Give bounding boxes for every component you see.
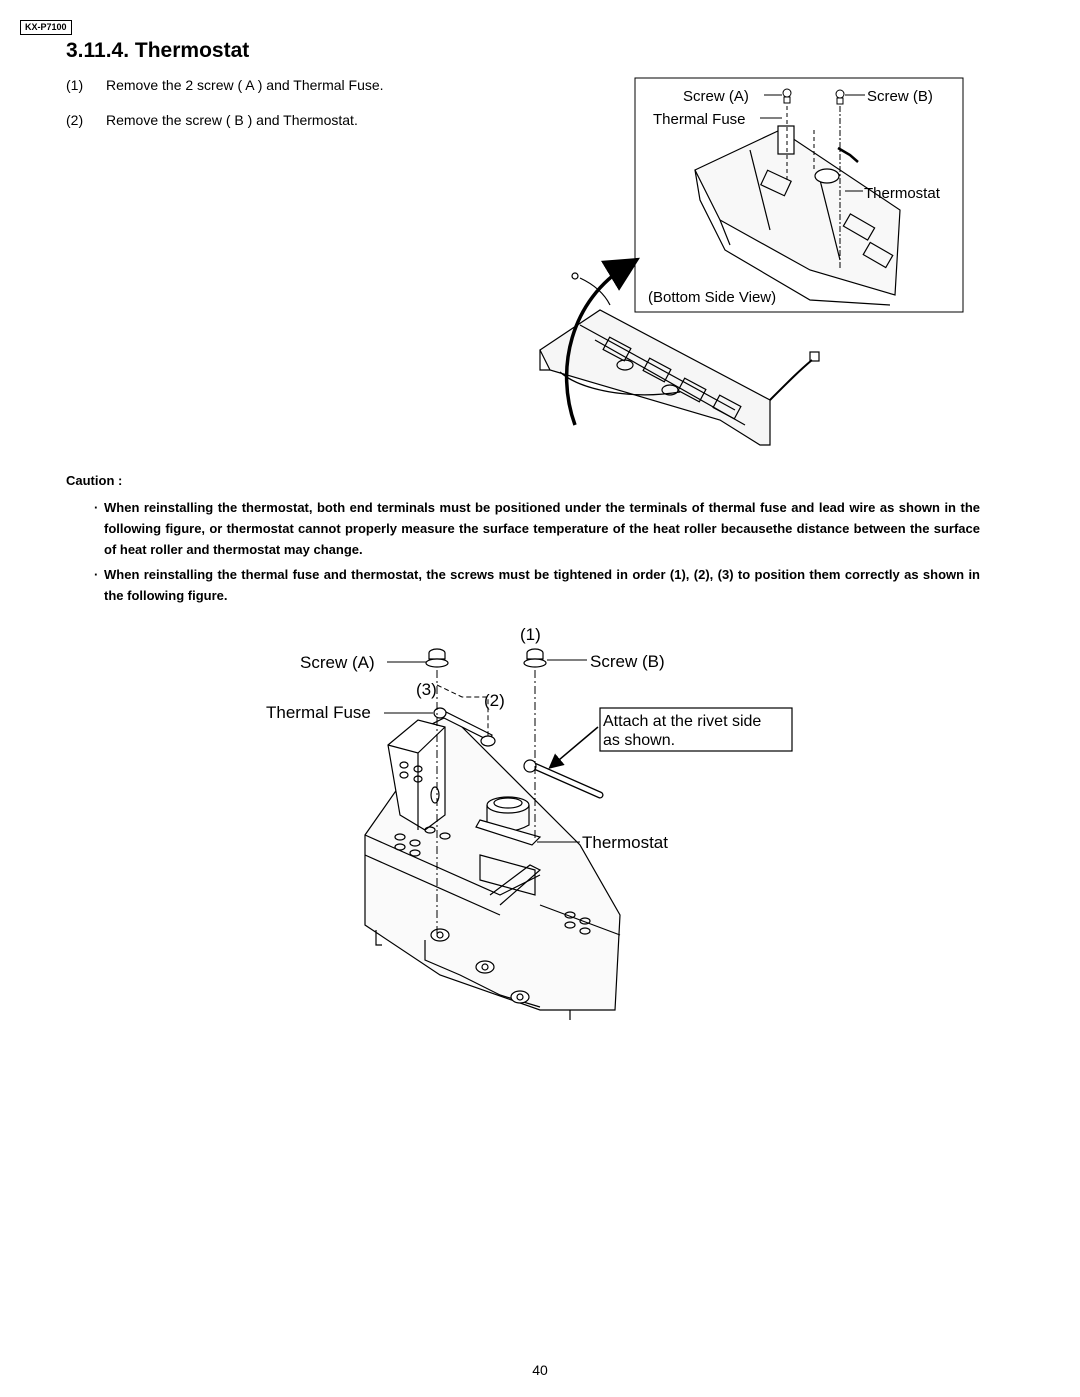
section-title: 3.11.4. Thermostat bbox=[66, 39, 250, 62]
fig2-label-screw-b: Screw (B) bbox=[590, 652, 665, 671]
inset-label-screw-a: Screw (A) bbox=[683, 88, 749, 105]
bullet: · bbox=[94, 567, 99, 582]
inset-label-view: (Bottom Side View) bbox=[648, 289, 777, 306]
model-tag: KX-P7100 bbox=[20, 20, 72, 35]
caution-text: When reinstalling the thermal fuse and thermostat, the screws must be tightened in order (1), (2), (3) to position them correctly as shown in the following figure. bbox=[104, 567, 980, 603]
fig2-screw-a bbox=[426, 649, 448, 667]
figure-screw-order bbox=[240, 615, 840, 1035]
fig2-label-screw-a: Screw (A) bbox=[300, 653, 375, 672]
step-text: Remove the 2 screw ( A ) and Thermal Fuse. bbox=[106, 77, 384, 93]
inset-label-thermal-fuse: Thermal Fuse bbox=[653, 111, 746, 128]
fig2-label-thermostat: Thermostat bbox=[582, 833, 668, 852]
fig2-screw-b bbox=[524, 649, 546, 667]
figure-bottom-side-view bbox=[520, 70, 970, 470]
bullet: · bbox=[94, 500, 99, 515]
note-text-line1: Attach at the rivet side bbox=[603, 713, 762, 730]
page-number: 40 bbox=[532, 1362, 548, 1378]
inset-label-thermostat: Thermostat bbox=[864, 185, 940, 202]
fig2-assembly-drawing bbox=[365, 708, 620, 1020]
fig2-label-thermal-fuse: Thermal Fuse bbox=[266, 703, 371, 722]
step-number: (2) bbox=[66, 112, 84, 128]
order-label-2: (2) bbox=[484, 691, 505, 710]
order-label-3: (3) bbox=[416, 680, 437, 699]
caution-item bbox=[94, 497, 980, 560]
step-1 bbox=[66, 76, 384, 94]
step-text: Remove the screw ( B ) and Thermostat. bbox=[106, 112, 358, 128]
caution-item bbox=[94, 564, 980, 606]
step-2 bbox=[66, 111, 358, 129]
caution-text: When reinstalling the thermostat, both end terminals must be positioned under the terminals of thermal fuse and lead wire as shown in the following figure, or thermostat cannot properly measure the surface temperature of the heat roller becausethe distance between the surface of heat roller and thermostat may change. bbox=[104, 500, 980, 557]
step-number: (1) bbox=[66, 77, 84, 93]
inset-label-screw-b: Screw (B) bbox=[867, 88, 933, 105]
note-pointer-arrow bbox=[553, 727, 598, 765]
caution-title: Caution : bbox=[66, 473, 123, 488]
order-label-1: (1) bbox=[520, 625, 541, 644]
note-text-line2: as shown. bbox=[603, 732, 676, 749]
